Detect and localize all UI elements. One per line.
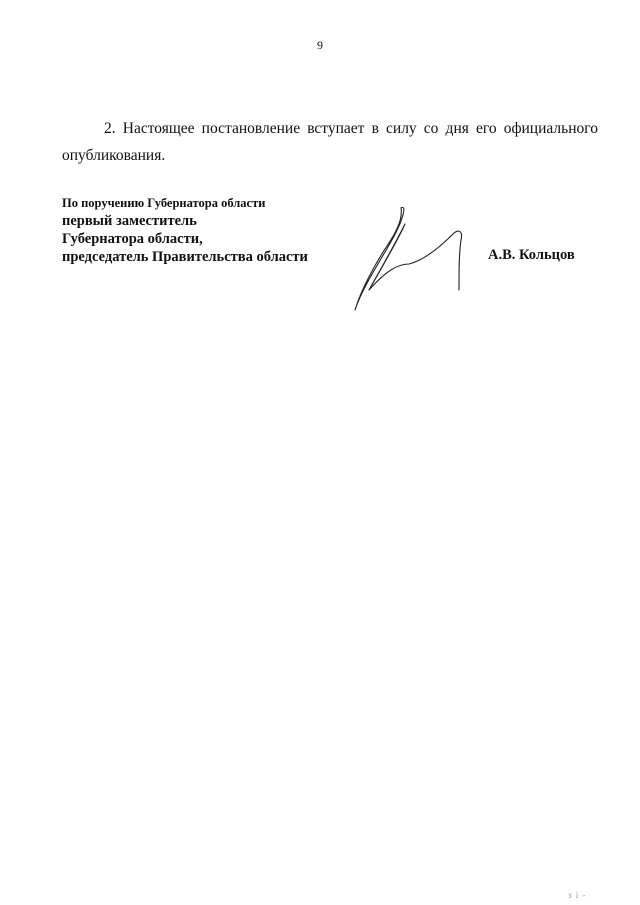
signatory-instruction: По поручению Губернатора области: [62, 196, 266, 210]
signature-block: [62, 194, 308, 266]
signatory-position-line2: Губернатора области,: [62, 231, 203, 247]
signatory-position-line3: председатель Правительства области: [62, 249, 308, 265]
page-number: 9: [317, 38, 323, 52]
resolution-paragraph: [62, 115, 598, 169]
footer-mark: з і -: [568, 890, 587, 900]
signatory-position-line1: первый заместитель: [62, 213, 197, 229]
paragraph-text: 2. Настоящее постановление вступает в силу со дня его официального опубликования.: [62, 120, 598, 164]
handwritten-signature: [345, 198, 470, 316]
signatory-name: А.В. Кольцов: [488, 247, 575, 263]
